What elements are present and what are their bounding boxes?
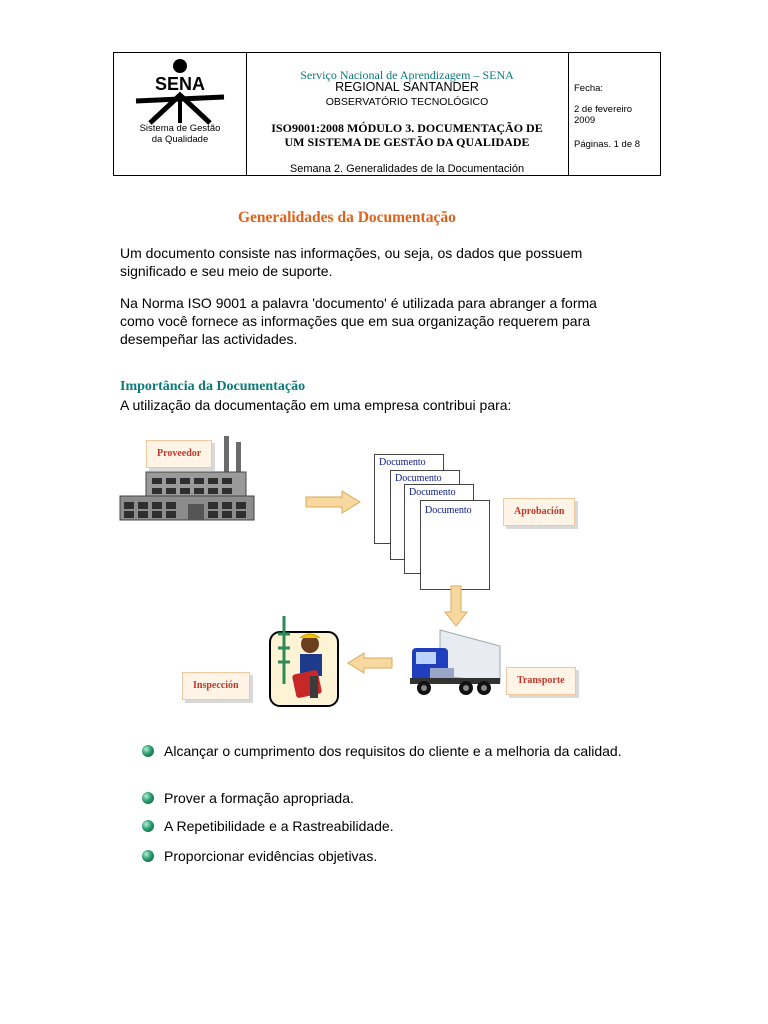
institution-name: Serviço Nacional de Aprendizagem – SENA — [300, 68, 514, 82]
observatory-name: OBSERVATÓRIO TECNOLÓGICO — [325, 96, 489, 108]
header-meta-cell — [569, 53, 661, 175]
sena-logo — [130, 57, 230, 127]
bullet-icon — [142, 820, 154, 832]
document-sheet: Documento — [404, 484, 474, 574]
document-sheet: Documento — [374, 454, 444, 544]
document-header — [113, 52, 661, 176]
section-intro: A utilização da documentação em uma empresa contribui para: — [120, 397, 512, 413]
section-subtitle: Importância da Documentação — [120, 379, 306, 394]
document-sheet: Documento — [390, 470, 460, 560]
document-sheet: Documento — [420, 500, 490, 590]
sena-logo-text: SENA — [154, 74, 206, 94]
transport-label: Transporte — [506, 667, 576, 695]
provider-label: Proveedor — [146, 440, 212, 468]
header-title-cell — [246, 53, 569, 175]
module-title: ISO9001:2008 MÓDULO 3. DOCUMENTAÇÃO DE UM SISTEMA DE GESTÃO DA QUALIDADE — [271, 121, 543, 149]
week-title: Semana 2. Generalidades de la Documentación — [289, 163, 525, 175]
page-title: Generalidades da Documentação — [238, 209, 456, 226]
paragraph-1: Um documento consiste nas informações, ou seja, os dados que possuem significado e seu meio de suporte. — [120, 245, 583, 279]
approval-label: Aprobación — [503, 498, 575, 526]
truck-icon — [410, 626, 502, 698]
date-value: 2 de fevereiro 2009 — [574, 104, 633, 126]
regional-name: REGIONAL SANTANDER — [335, 80, 479, 94]
arrow-down-icon — [444, 584, 468, 628]
date-label: Fecha: — [574, 83, 604, 94]
arrow-left-icon — [346, 652, 394, 674]
inspector-icon — [268, 614, 340, 708]
header-logo-cell — [114, 53, 247, 175]
bullet-icon — [142, 850, 154, 862]
arrow-right-icon — [304, 490, 362, 514]
pages-indicator: Páginas. 1 de 8 — [574, 139, 641, 150]
inspection-label: Inspección — [182, 672, 250, 700]
bullet-icon — [142, 792, 154, 804]
bullet-icon — [142, 745, 154, 757]
documentation-flow-diagram — [118, 430, 588, 710]
paragraph-2: Na Norma ISO 9001 a palavra 'documento' é utilizada para abranger a forma como você fornece as informações que em sua organização requerem para desempeñar las actividades. — [120, 295, 597, 347]
logo-caption: Sistema de Gestão da Qualidade — [139, 123, 221, 145]
